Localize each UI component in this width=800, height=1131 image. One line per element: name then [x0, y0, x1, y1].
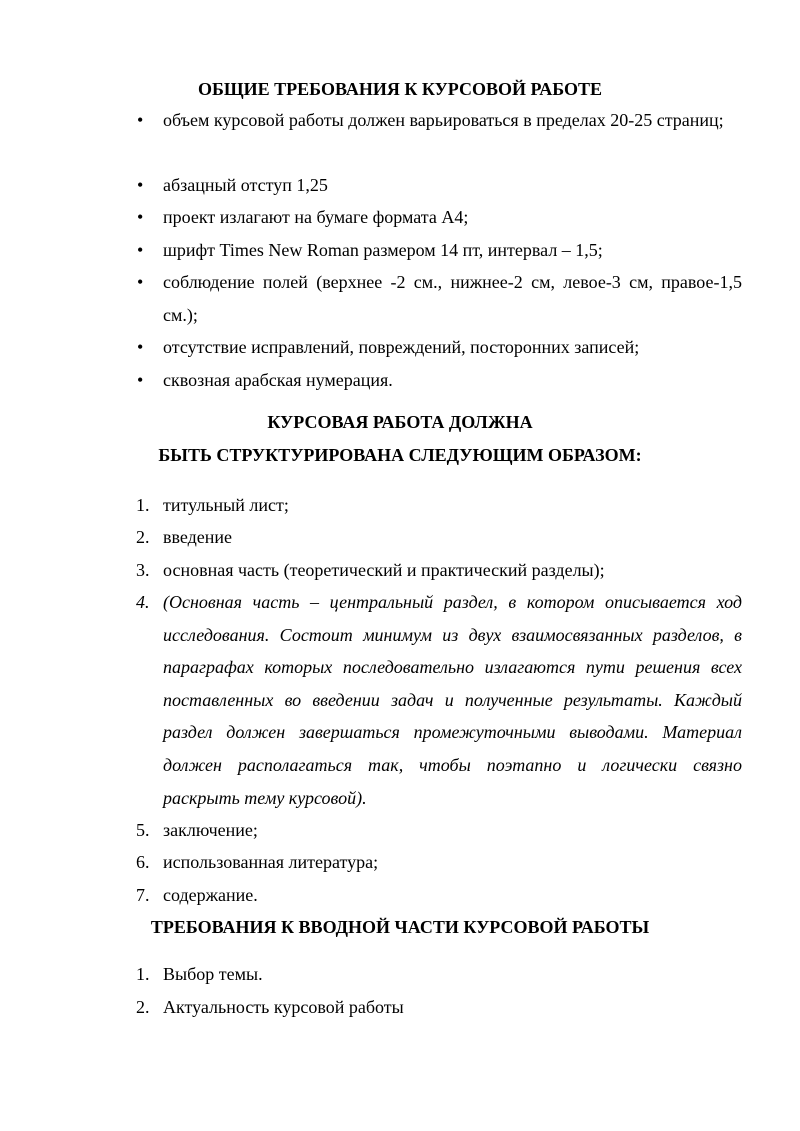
numbered-item-text: введение [163, 527, 233, 547]
item-number: 7. [136, 885, 150, 905]
bullet-icon: • [137, 207, 144, 227]
section-heading-general-requirements: ОБЩИЕ ТРЕБОВАНИЯ К КУРСОВОЙ РАБОТЕ [198, 79, 602, 99]
numbered-item-text: основная часть (теоретический и практический разделы); [163, 560, 605, 580]
bullet-item-text: шрифт Times New Roman размером 14 пт, интервал – 1,5; [163, 240, 603, 260]
section-heading-introduction-requirements: ТРЕБОВАНИЯ К ВВОДНОЙ ЧАСТИ КУРСОВОЙ РАБОТЫ [150, 917, 650, 937]
bullet-item-text: отсутствие исправлений, повреждений, посторонних записей; [163, 337, 640, 357]
bullet-icon: • [137, 370, 144, 390]
item-number: 5. [136, 820, 150, 840]
numbered-item-text: содержание. [163, 885, 258, 905]
item-number: 4. [136, 592, 150, 612]
item-number: 6. [136, 852, 150, 872]
section-heading-structure-line1: КУРСОВАЯ РАБОТА ДОЛЖНА [267, 412, 533, 432]
bullet-item-text: объем курсовой работы должен варьироваться в пределах 20-25 страниц; [163, 110, 724, 130]
bullet-item-text: соблюдение полей (верхнее -2 см., нижнее-2 см, левое-3 см, правое-1,5 см.); [163, 272, 742, 325]
numbered-item-text: Актуальность курсовой работы [163, 997, 404, 1017]
numbered-item-text: заключение; [163, 820, 258, 840]
section-heading-structure-line2: БЫТЬ СТРУКТУРИРОВАНА СЛЕДУЮЩИМ ОБРАЗОМ: [158, 445, 642, 465]
bullet-item-text: проект излагают на бумаге формата А4; [163, 207, 469, 227]
item-number: 1. [136, 495, 150, 515]
item-number: 2. [136, 997, 150, 1017]
bullet-icon: • [137, 240, 144, 260]
bullet-icon: • [137, 175, 144, 195]
item-number: 1. [136, 964, 150, 984]
bullet-icon: • [137, 272, 144, 292]
bullet-item-text: сквозная арабская нумерация. [163, 370, 393, 390]
numbered-item-text: Выбор темы. [163, 964, 263, 984]
bullet-icon: • [137, 110, 144, 130]
numbered-item-text: (Основная часть – центральный раздел, в котором описывается ход исследования. Состоит минимум из двух взаимосвязанных разделов, в параграфах которых последовательно излагаются пути решения всех поставленных во введении задач и полученные результаты. Каждый раздел должен завершаться промежуточными выводами. Материал должен располагаться так, чтобы поэтапно и логически связно раскрыть тему курсовой). [163, 592, 742, 808]
bullet-icon: • [137, 337, 144, 357]
item-number: 3. [136, 560, 150, 580]
numbered-item-text: титульный лист; [163, 495, 289, 515]
item-number: 2. [136, 527, 150, 547]
numbered-item-text: использованная литература; [163, 852, 379, 872]
bullet-item-text: абзацный отступ 1,25 [163, 175, 328, 195]
